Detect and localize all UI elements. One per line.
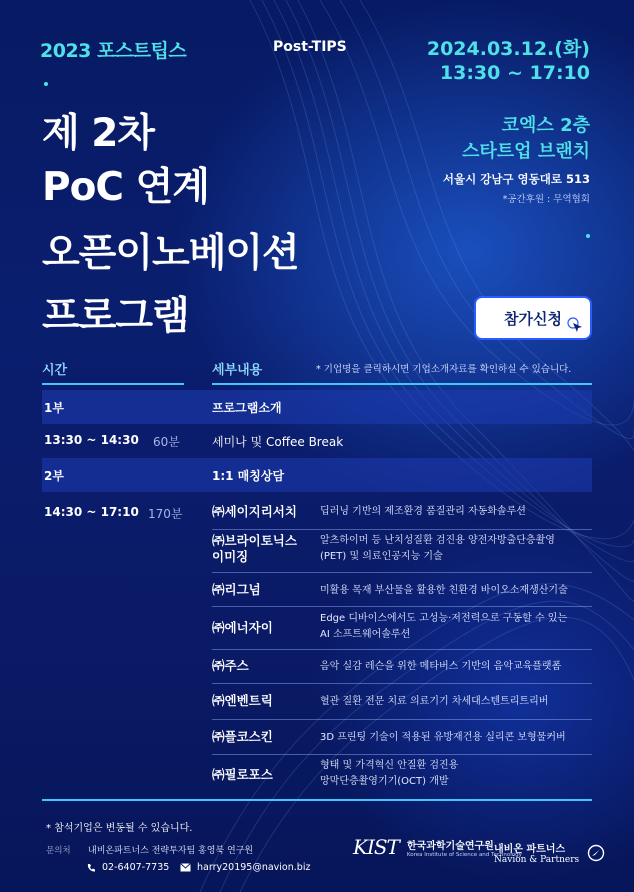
navion-logo-name: 내비온 파트너스 — [494, 844, 566, 855]
title-line-1: 제 2차 — [42, 111, 155, 156]
company-name[interactable] — [212, 533, 297, 566]
company-description-line-1: 형태 및 가격혁신 안질환 검진용 — [320, 760, 459, 771]
row-divider — [212, 529, 592, 530]
row-1-content: 세미나 및 Coffee Break — [212, 435, 344, 449]
part-1-label: 1부 — [44, 401, 64, 415]
event-subtitle: Post-TIPS — [273, 39, 347, 55]
company-description-line-2: (PET) 및 의료인공지능 기술 — [320, 550, 443, 562]
navion-compass-icon — [587, 844, 605, 862]
schedule-note: * 기업명을 클릭하시면 기업소개자료를 확인하실 수 있습니다. — [316, 364, 572, 375]
mail-icon — [180, 863, 191, 872]
title-line-3: 오픈이노베이션 — [42, 231, 299, 276]
contact-label: 문의처 — [46, 846, 71, 856]
company-description-line-1: Edge 디바이스에서도 고성능·저전력으로 구동할 수 있는 — [320, 613, 568, 624]
phone-icon — [86, 863, 96, 873]
header-underline — [212, 383, 592, 385]
company-description — [320, 533, 555, 564]
cursor-icon — [566, 316, 584, 334]
email-address[interactable]: harry20195@navion.biz — [197, 862, 311, 873]
row-divider — [212, 572, 592, 573]
venue-sponsor: *공간후원 : 무역협회 — [502, 194, 590, 205]
venue-line-1: 코엑스 2층 — [501, 115, 590, 136]
venue-address: 서울시 강남구 영동대로 513 — [442, 172, 590, 186]
company-name-line-1: ㈜브라이토닉스 — [212, 533, 297, 548]
company-name[interactable]: ㈜주스 — [212, 658, 249, 673]
company-description — [320, 758, 458, 789]
title-line-4: 프로그램 — [42, 294, 189, 339]
row-2-time: 14:30 ~ 17:10 — [44, 505, 139, 519]
accent-dot — [586, 234, 590, 238]
accent-dot — [44, 82, 48, 86]
company-description-line-1: 알츠하이머 등 난치성질환 검진용 양전자방출단층촬영 — [320, 535, 555, 546]
apply-button-label: 참가신청 — [504, 309, 562, 328]
company-name[interactable]: ㈜필로포스 — [212, 767, 273, 782]
event-name: 2023 포스트팁스 — [40, 40, 187, 62]
company-description: 음악 실감 레슨을 위한 메타버스 기반의 음악교육플랫폼 — [320, 661, 562, 672]
part-1-band — [42, 390, 592, 424]
kist-logo-mark: KIST — [353, 835, 399, 859]
column-header-detail: 세부내용 — [212, 363, 263, 378]
contact-email — [180, 862, 310, 873]
company-name[interactable]: ㈜엔벤트릭 — [212, 693, 273, 708]
footer-note: * 참석기업은 변동될 수 있습니다. — [46, 823, 193, 834]
header-underline — [42, 383, 184, 385]
row-2-duration: 170분 — [148, 507, 183, 521]
navion-logo — [494, 840, 605, 865]
row-divider — [212, 683, 592, 684]
apply-button[interactable] — [476, 298, 590, 338]
part-1-title: 프로그램소개 — [212, 401, 282, 415]
company-description-line-2: AI 소프트웨어솔루션 — [320, 628, 411, 640]
row-divider — [212, 754, 592, 755]
company-description: 딥러닝 기반의 제조환경 품질관리 자동화솔루션 — [320, 506, 526, 517]
company-name-line-2: 이미징 — [212, 549, 249, 565]
company-name[interactable]: ㈜플코스킨 — [212, 729, 273, 744]
part-2-band — [42, 458, 592, 492]
row-1-duration: 60분 — [153, 435, 180, 449]
kist-logo-name: 한국과학기술연구원 — [406, 840, 494, 852]
event-time: 13:30 ~ 17:10 — [439, 62, 590, 84]
title-line-2: PoC 연계 — [42, 165, 209, 210]
kist-logo-english: Korea Institute of Science and Technology — [406, 851, 522, 858]
contact-org: 내비온파트너스 전략투자팀 홍영북 연구원 — [88, 846, 254, 856]
phone-number: 02-6407-7735 — [102, 862, 170, 873]
company-description-line-2: 망막단층촬영기기(OCT) 개발 — [320, 775, 449, 787]
event-date: 2024.03.12.(화) — [426, 38, 590, 60]
company-description: 3D 프린팅 기술이 적용된 유방재건용 실리콘 보형물커버 — [320, 732, 566, 743]
row-divider — [212, 649, 592, 650]
row-divider — [212, 719, 592, 720]
company-name[interactable]: ㈜에너자이 — [212, 620, 273, 635]
company-description: 혈관 질환 전문 치료 의료기기 차세대스텐트리트리버 — [320, 696, 549, 707]
column-header-time: 시간 — [42, 363, 68, 378]
navion-logo-english: Navion & Partners — [494, 855, 580, 865]
table-bottom-line — [42, 799, 592, 801]
row-1-time: 13:30 ~ 14:30 — [44, 433, 139, 447]
company-description — [320, 611, 567, 642]
part-2-title: 1:1 매칭상담 — [212, 469, 285, 483]
part-2-label: 2부 — [44, 469, 64, 483]
company-description: 미활용 목재 부산물을 활용한 친환경 바이오소재생산기술 — [320, 585, 568, 596]
company-name[interactable]: ㈜리그넘 — [212, 582, 261, 597]
venue-line-2: 스타트업 브랜치 — [462, 141, 590, 162]
company-name[interactable]: ㈜세이지리서치 — [212, 504, 297, 519]
row-divider — [212, 606, 592, 607]
contact-phone — [86, 862, 169, 873]
